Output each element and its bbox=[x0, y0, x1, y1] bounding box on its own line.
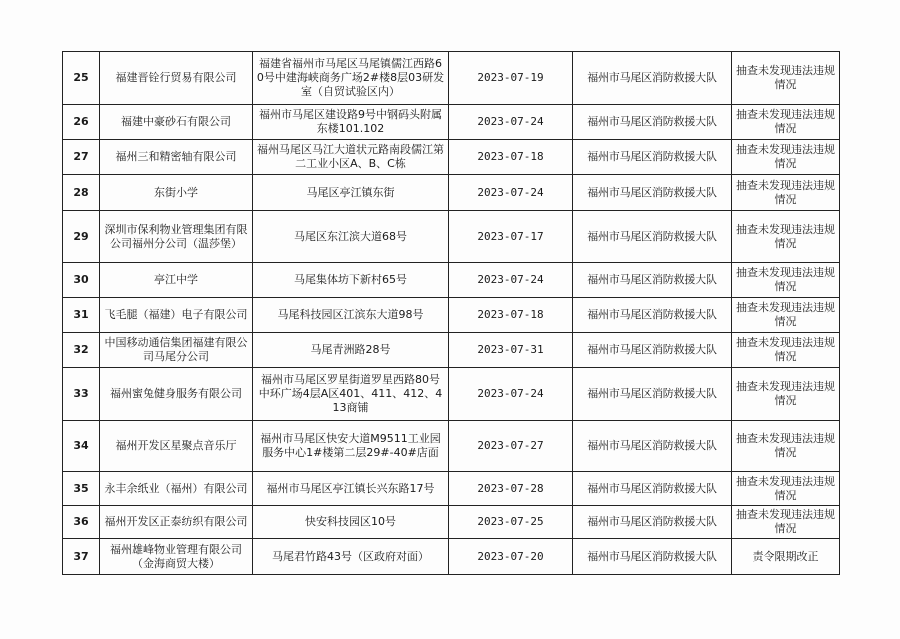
inspection-department: 福州市马尾区消防救援大队 bbox=[573, 105, 732, 140]
inspection-department: 福州市马尾区消防救援大队 bbox=[573, 298, 732, 333]
inspection-result: 抽查未发现违法违规情况 bbox=[732, 298, 840, 333]
inspection-result: 抽查未发现违法违规情况 bbox=[732, 52, 840, 105]
company-address: 马尾青洲路28号 bbox=[253, 333, 449, 368]
inspection-date: 2023-07-28 bbox=[449, 472, 573, 506]
row-number: 25 bbox=[63, 52, 100, 105]
inspection-table bbox=[62, 51, 840, 575]
company-name: 福建晋铨行贸易有限公司 bbox=[100, 52, 253, 105]
table-row bbox=[63, 52, 840, 105]
inspection-result: 抽查未发现违法违规情况 bbox=[732, 421, 840, 472]
row-number: 32 bbox=[63, 333, 100, 368]
inspection-department: 福州市马尾区消防救援大队 bbox=[573, 175, 732, 211]
company-name: 福州雄峰物业管理有限公司（金海商贸大楼） bbox=[100, 539, 253, 575]
inspection-department: 福州市马尾区消防救援大队 bbox=[573, 140, 732, 175]
company-address: 马尾区亭江镇东街 bbox=[253, 175, 449, 211]
inspection-date: 2023-07-18 bbox=[449, 140, 573, 175]
inspection-date: 2023-07-31 bbox=[449, 333, 573, 368]
company-name: 东街小学 bbox=[100, 175, 253, 211]
row-number: 35 bbox=[63, 472, 100, 506]
inspection-department: 福州市马尾区消防救援大队 bbox=[573, 472, 732, 506]
inspection-result: 抽查未发现违法违规情况 bbox=[732, 211, 840, 263]
row-number: 33 bbox=[63, 368, 100, 421]
table-row bbox=[63, 421, 840, 472]
table-row bbox=[63, 211, 840, 263]
table-row bbox=[63, 506, 840, 539]
inspection-result: 责令限期改正 bbox=[732, 539, 840, 575]
inspection-result: 抽查未发现违法违规情况 bbox=[732, 333, 840, 368]
company-address: 福州市马尾区建设路9号中钢码头附属东楼101.102 bbox=[253, 105, 449, 140]
table-row bbox=[63, 263, 840, 298]
inspection-date: 2023-07-24 bbox=[449, 368, 573, 421]
table-row bbox=[63, 140, 840, 175]
inspection-department: 福州市马尾区消防救援大队 bbox=[573, 368, 732, 421]
company-name: 福州开发区星聚点音乐厅 bbox=[100, 421, 253, 472]
inspection-date: 2023-07-25 bbox=[449, 506, 573, 539]
company-address: 福建省福州市马尾区马尾镇儒江西路60号中建海峡商务广场2#楼8层03研发室（自贸试验区内） bbox=[253, 52, 449, 105]
inspection-date: 2023-07-24 bbox=[449, 105, 573, 140]
company-address: 马尾集体坊下新村65号 bbox=[253, 263, 449, 298]
company-name: 福州蜜兔健身服务有限公司 bbox=[100, 368, 253, 421]
inspection-date: 2023-07-24 bbox=[449, 263, 573, 298]
row-number: 26 bbox=[63, 105, 100, 140]
inspection-result: 抽查未发现违法违规情况 bbox=[732, 263, 840, 298]
inspection-date: 2023-07-17 bbox=[449, 211, 573, 263]
inspection-department: 福州市马尾区消防救援大队 bbox=[573, 211, 732, 263]
inspection-date: 2023-07-19 bbox=[449, 52, 573, 105]
table-row bbox=[63, 368, 840, 421]
company-address: 马尾区东江滨大道68号 bbox=[253, 211, 449, 263]
row-number: 28 bbox=[63, 175, 100, 211]
company-address: 福州市马尾区亭江镇长兴东路17号 bbox=[253, 472, 449, 506]
company-name: 福州开发区正泰纺织有限公司 bbox=[100, 506, 253, 539]
company-address: 福州马尾区马江大道状元路南段儒江第二工业小区A、B、C栋 bbox=[253, 140, 449, 175]
row-number: 37 bbox=[63, 539, 100, 575]
table-row bbox=[63, 298, 840, 333]
inspection-result: 抽查未发现违法违规情况 bbox=[732, 140, 840, 175]
company-name: 飞毛腿（福建）电子有限公司 bbox=[100, 298, 253, 333]
company-name: 深圳市保利物业管理集团有限公司福州分公司（温莎堡） bbox=[100, 211, 253, 263]
inspection-date: 2023-07-18 bbox=[449, 298, 573, 333]
inspection-department: 福州市马尾区消防救援大队 bbox=[573, 421, 732, 472]
company-address: 福州市马尾区罗星街道罗星西路80号中环广场4层A区401、411、412、413商铺 bbox=[253, 368, 449, 421]
row-number: 36 bbox=[63, 506, 100, 539]
inspection-result: 抽查未发现违法违规情况 bbox=[732, 506, 840, 539]
row-number: 34 bbox=[63, 421, 100, 472]
table-row bbox=[63, 333, 840, 368]
inspection-result: 抽查未发现违法违规情况 bbox=[732, 472, 840, 506]
row-number: 30 bbox=[63, 263, 100, 298]
inspection-department: 福州市马尾区消防救援大队 bbox=[573, 263, 732, 298]
company-name: 福建中豪砂石有限公司 bbox=[100, 105, 253, 140]
inspection-department: 福州市马尾区消防救援大队 bbox=[573, 333, 732, 368]
company-address: 福州市马尾区快安大道M9511工业园服务中心1#楼第二层29#-40#店面 bbox=[253, 421, 449, 472]
inspection-department: 福州市马尾区消防救援大队 bbox=[573, 539, 732, 575]
company-address: 马尾君竹路43号（区政府对面） bbox=[253, 539, 449, 575]
inspection-department: 福州市马尾区消防救援大队 bbox=[573, 506, 732, 539]
table-row bbox=[63, 175, 840, 211]
inspection-result: 抽查未发现违法违规情况 bbox=[732, 368, 840, 421]
row-number: 29 bbox=[63, 211, 100, 263]
company-name: 亭江中学 bbox=[100, 263, 253, 298]
inspection-department: 福州市马尾区消防救援大队 bbox=[573, 52, 732, 105]
table-row bbox=[63, 539, 840, 575]
company-name: 中国移动通信集团福建有限公司马尾分公司 bbox=[100, 333, 253, 368]
row-number: 31 bbox=[63, 298, 100, 333]
company-address: 马尾科技园区江滨东大道98号 bbox=[253, 298, 449, 333]
inspection-result: 抽查未发现违法违规情况 bbox=[732, 175, 840, 211]
inspection-date: 2023-07-20 bbox=[449, 539, 573, 575]
inspection-date: 2023-07-27 bbox=[449, 421, 573, 472]
table-row bbox=[63, 472, 840, 506]
row-number: 27 bbox=[63, 140, 100, 175]
company-name: 福州三和精密轴有限公司 bbox=[100, 140, 253, 175]
company-address: 快安科技园区10号 bbox=[253, 506, 449, 539]
inspection-result: 抽查未发现违法违规情况 bbox=[732, 105, 840, 140]
table-row bbox=[63, 105, 840, 140]
inspection-date: 2023-07-24 bbox=[449, 175, 573, 211]
company-name: 永丰余纸业（福州）有限公司 bbox=[100, 472, 253, 506]
